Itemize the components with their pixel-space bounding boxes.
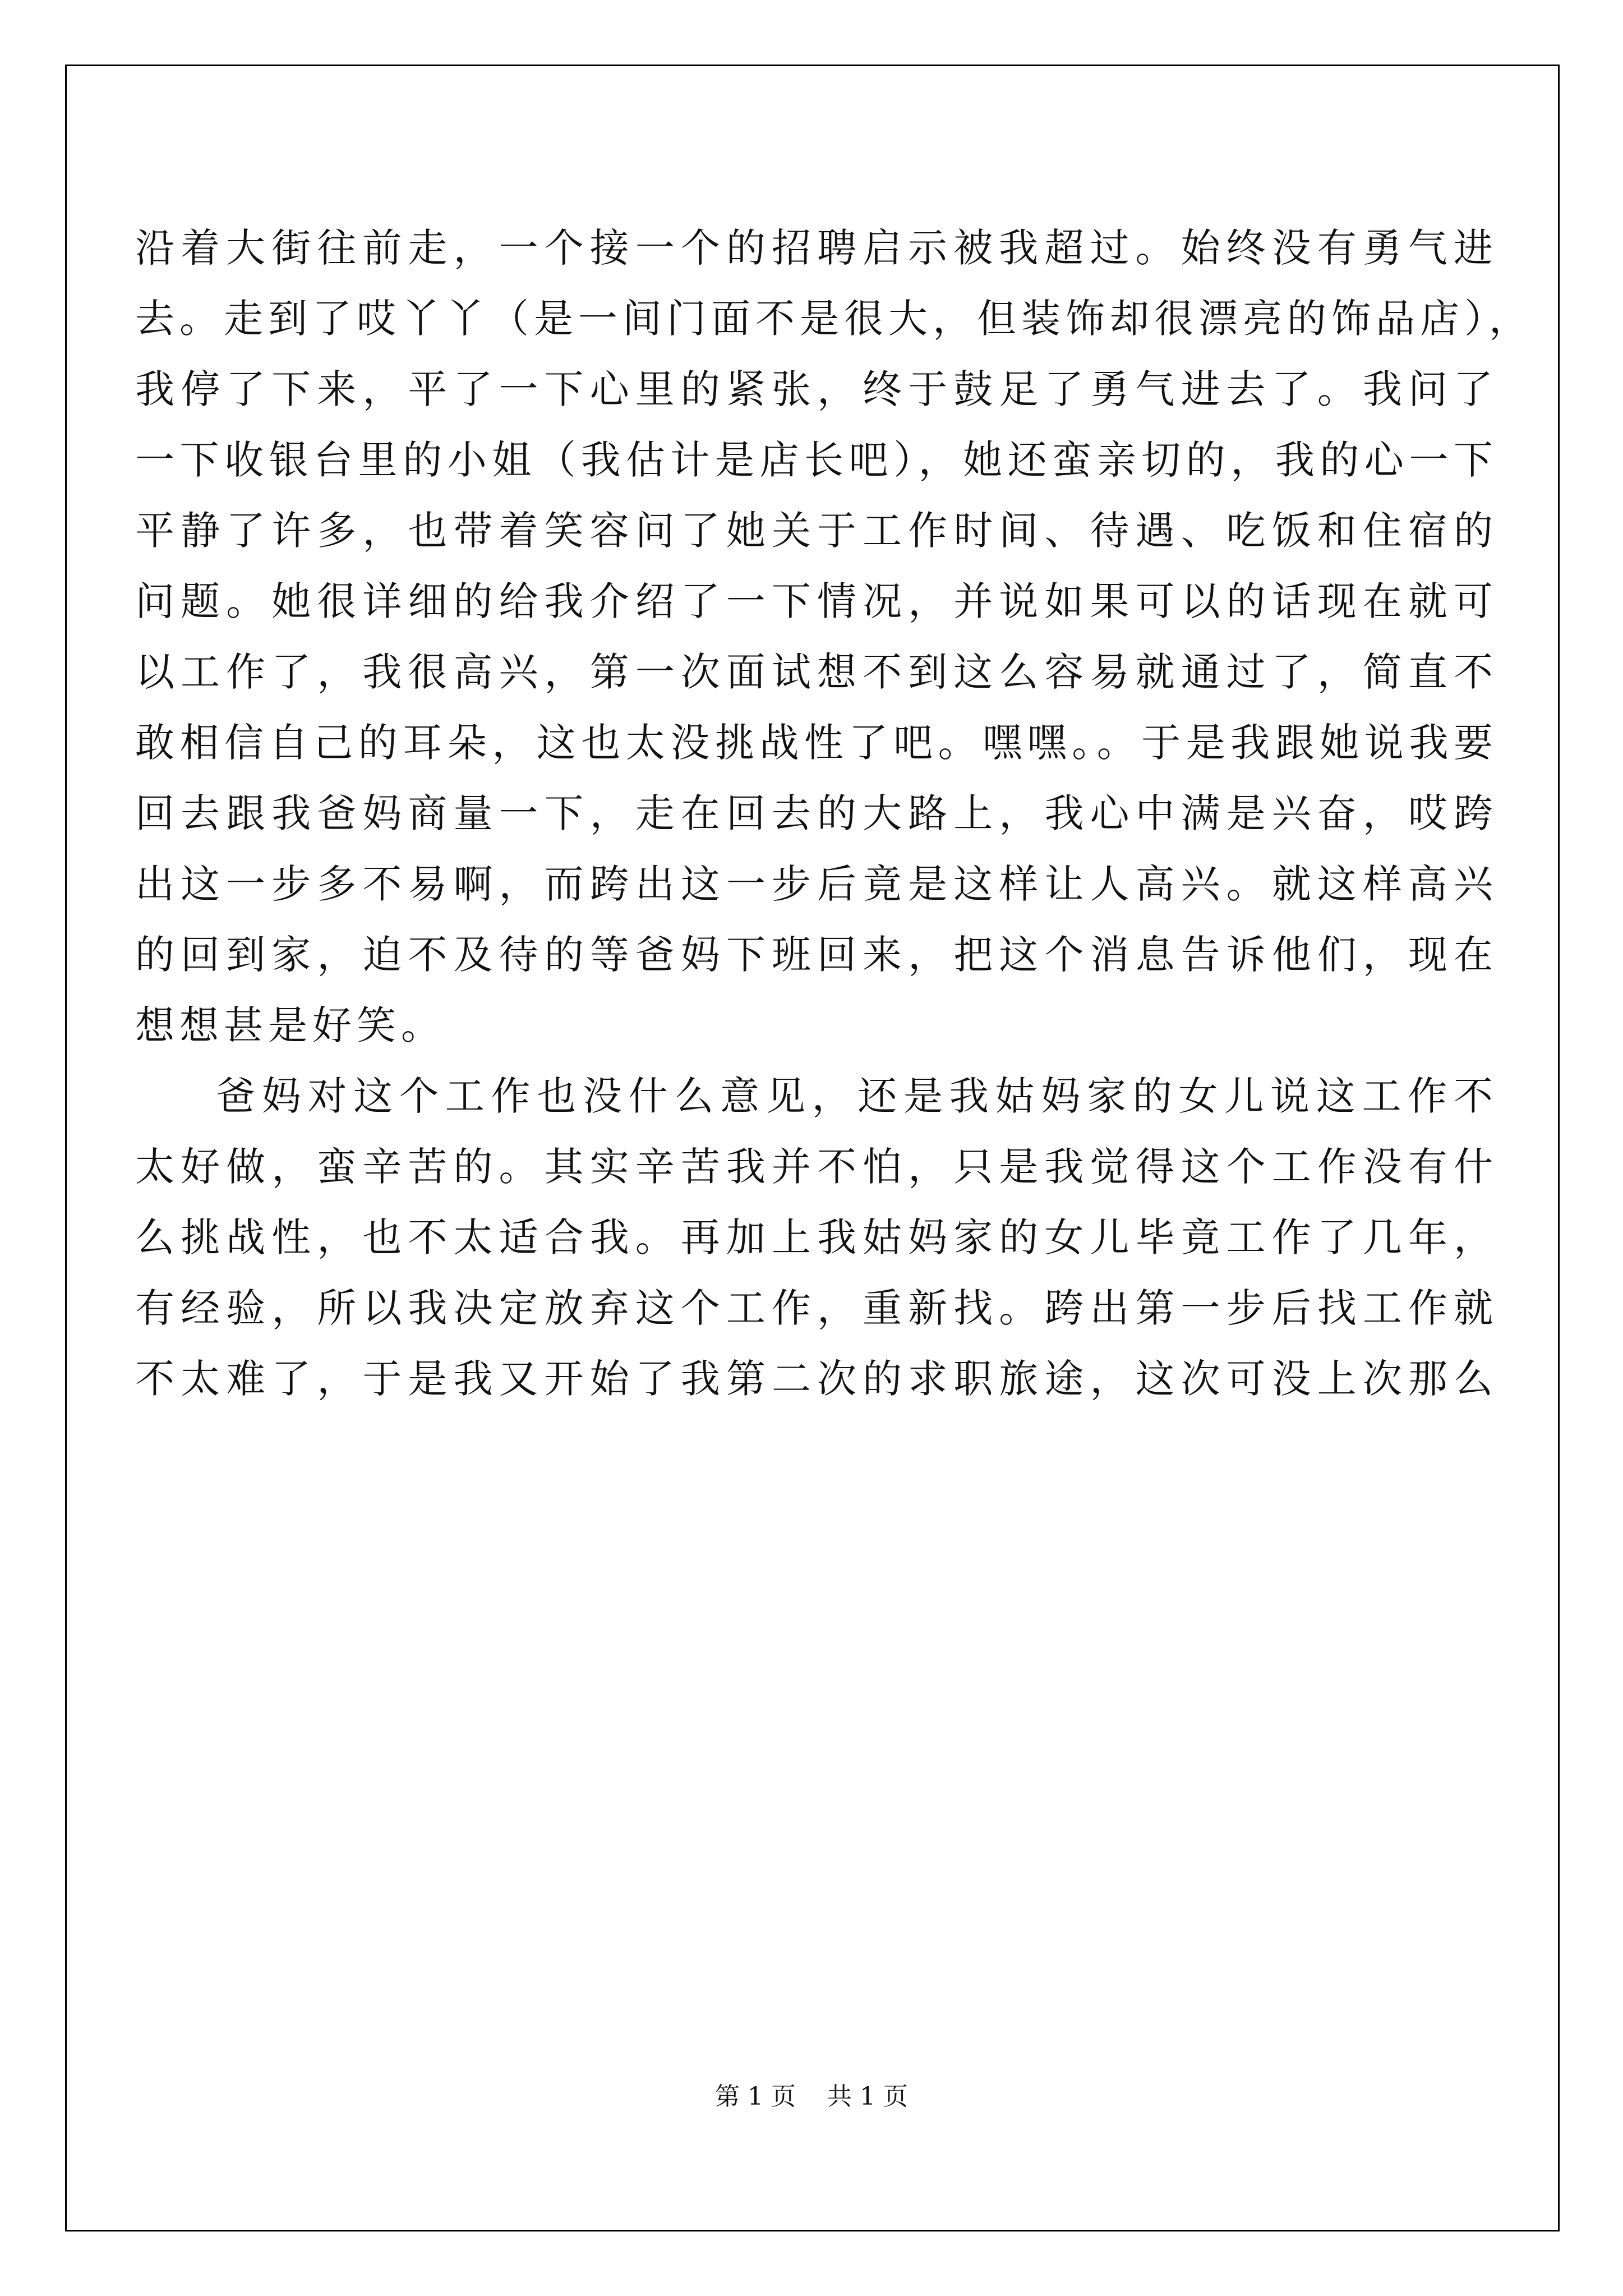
- text-line: 去。走到了哎丫丫（是一间门面不是很大，但装饰却很漂亮的饰品店），: [135, 296, 1533, 342]
- text-line: 平静了许多，也带着笑容问了她关于工作时间、待遇、吃饭和住宿的: [135, 508, 1498, 554]
- text-line: 有经验，所以我决定放弃这个工作，重新找。跨出第一步后找工作就: [135, 1285, 1498, 1331]
- text-line: 敢相信自己的耳朵，这也太没挑战性了吧。嘿嘿。。于是我跟她说我要: [135, 720, 1498, 766]
- text-line: 问题。她很详细的给我介绍了一下情况，并说如果可以的话现在就可: [135, 578, 1498, 624]
- text-line: 爸妈对这个工作也没什么意见，还是我姑妈家的女儿说这工作不: [216, 1073, 1498, 1119]
- text-line: 以工作了，我很高兴，第一次面试想不到这么容易就通过了，简直不: [135, 649, 1498, 695]
- text-line: 么挑战性，也不太适合我。再加上我姑妈家的女儿毕竟工作了几年，: [135, 1214, 1498, 1260]
- text-line: 沿着大街往前走，一个接一个的招聘启示被我超过。始终没有勇气进: [135, 225, 1498, 271]
- text-line: 想想甚是好笑。: [135, 1002, 445, 1048]
- text-line: 一下收银台里的小姐（我估计是店长吧），她还蛮亲切的，我的心一下: [135, 437, 1498, 483]
- text-line: 出这一步多不易啊，而跨出这一步后竟是这样让人高兴。就这样高兴: [135, 861, 1498, 907]
- text-line: 的回到家，迫不及待的等爸妈下班回来，把这个消息告诉他们，现在: [135, 932, 1498, 978]
- text-line: 太好做，蛮辛苦的。其实辛苦我并不怕，只是我觉得这个工作没有什: [135, 1144, 1498, 1190]
- page-number-footer: 第 1 页 共 1 页: [715, 2082, 908, 2111]
- text-line: 回去跟我爸妈商量一下，走在回去的大路上，我心中满是兴奋，哎跨: [135, 790, 1498, 836]
- text-line: 我停了下来，平了一下心里的紧张，终于鼓足了勇气进去了。我问了: [135, 366, 1498, 412]
- text-line: 不太难了，于是我又开始了我第二次的求职旅途，这次可没上次那么: [135, 1356, 1498, 1402]
